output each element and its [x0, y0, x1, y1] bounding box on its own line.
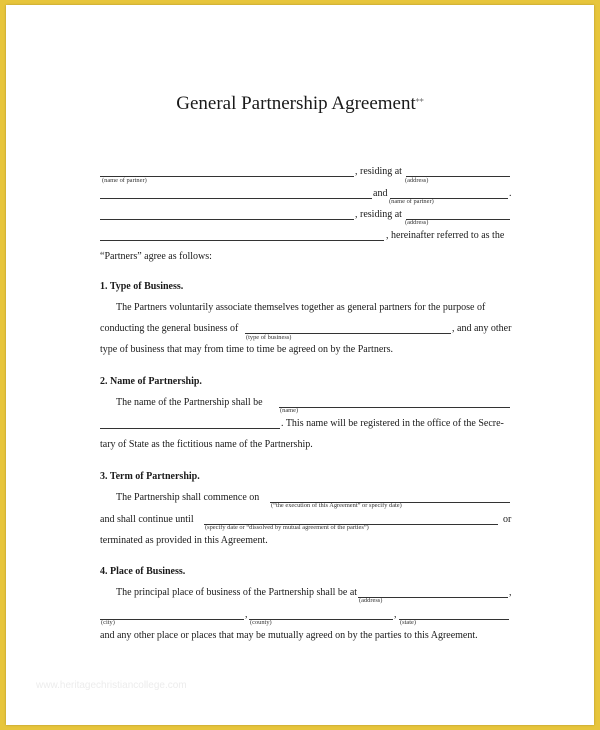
partner-2-full-name-blank[interactable] — [100, 210, 354, 220]
partner-2-name-line-blank[interactable] — [100, 189, 372, 199]
section-1-line-2-pre: conducting the general business of — [100, 323, 239, 334]
business-address-caption: (address) — [359, 597, 383, 604]
partner-2-address-line-blank[interactable] — [100, 231, 384, 241]
section-2-heading: 2. Name of Partnership. — [100, 376, 202, 387]
name-caption: (name) — [280, 407, 299, 414]
section-2-line-2-post: . This name will be registered in the office of the Secre- — [281, 418, 504, 429]
document-page — [6, 5, 594, 725]
county-comma: , — [394, 609, 397, 620]
section-3-line-2-post: or — [503, 514, 512, 525]
section-3-line-3: terminated as provided in this Agreement. — [100, 535, 268, 546]
title-mark: ⁎⁎ — [415, 94, 424, 104]
continue-until-caption: (specify date or “dissolved by mutual agreement of the parties”) — [205, 524, 369, 531]
commence-date-caption: (“the execution of this Agreement” or specify date) — [271, 502, 402, 509]
partner-1-address-blank[interactable] — [406, 167, 510, 177]
partner-1-name-blank[interactable] — [100, 167, 354, 177]
section-3-line-1-pre: The Partnership shall commence on — [116, 492, 260, 503]
section-1-line-2-post: , and any other — [452, 323, 512, 334]
type-of-business-caption: (type of business) — [246, 334, 292, 341]
name-of-partner-caption: (name of partner) — [102, 177, 147, 184]
address-2-caption: (address) — [405, 219, 429, 226]
section-4-line-1-post: , — [509, 587, 512, 598]
period-mark: . — [509, 188, 512, 199]
address-1-caption: (address) — [405, 177, 429, 184]
section-4-heading: 4. Place of Business. — [100, 566, 186, 577]
county-caption: (county) — [250, 619, 272, 626]
hereinafter-text: , hereinafter referred to as the — [386, 230, 505, 241]
section-1-heading: 1. Type of Business. — [100, 281, 184, 292]
state-caption: (state) — [400, 619, 416, 626]
title-text: General Partnership Agreement — [176, 93, 416, 114]
partnership-name-blank[interactable] — [279, 398, 510, 408]
document-title — [6, 93, 594, 115]
section-3-heading: 3. Term of Partnership. — [100, 471, 200, 482]
section-4-line-1-pre: The principal place of business of the Partnership shall be at — [116, 587, 358, 598]
partners-agree-text: “Partners” agree as follows: — [100, 251, 212, 262]
section-2-line-3: tary of State as the fictitious name of the Partnership. — [100, 439, 313, 450]
city-blank[interactable] — [100, 610, 244, 620]
section-2-line-1-pre: The name of the Partnership shall be — [116, 397, 263, 408]
residing-at-1-text: , residing at — [355, 166, 402, 177]
city-caption: (city) — [101, 619, 115, 626]
section-1-line-3: type of business that may from time to time be agreed on by the Partners. — [100, 344, 393, 355]
watermark-text: www.heritagechristiancollege.com — [36, 680, 187, 691]
city-comma: , — [245, 609, 248, 620]
section-1-line-1: The Partners voluntarily associate themselves together as general partners for the purpose of — [116, 302, 486, 313]
type-of-business-blank[interactable] — [245, 324, 451, 334]
section-4-line-3: and any other place or places that may be mutually agreed on by the parties to this Agreement. — [100, 630, 478, 641]
and-text: and — [373, 188, 388, 199]
section-3-line-2-pre: and shall continue until — [100, 514, 194, 525]
partnership-name-line-2-blank[interactable] — [100, 419, 280, 429]
name-of-partner-2-caption: (name of partner) — [389, 198, 434, 205]
residing-at-2-text: , residing at — [355, 209, 402, 220]
